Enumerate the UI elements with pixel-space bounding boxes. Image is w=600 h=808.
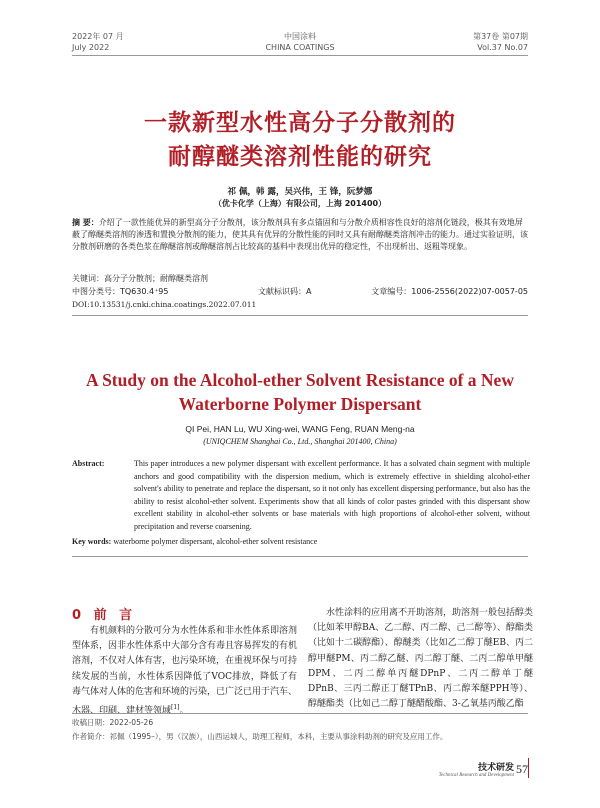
article-number: 文章编号：1006-2556(2022)07-0057-05: [371, 287, 528, 296]
document-code: 文献标识码：A: [258, 287, 312, 296]
authors-en: QI Pei, HAN Lu, WU Xing-wei, WANG Feng, RUAN Meng-na: [185, 424, 415, 434]
header-date-en: July 2022: [72, 43, 110, 52]
keywords-en-label: Key words:: [72, 537, 112, 546]
header-journal-en: CHINA COATINGS: [265, 43, 335, 52]
header-date: [72, 31, 124, 53]
keywords-en: [72, 537, 317, 546]
divider: [72, 556, 528, 557]
abstract-cn-text: 介绍了一款性能优异的新型高分子分散剂，该分散剂具有多点锚固和与分散介质相容性良好的溶剂化链段，极其有效地屏蔽了醇醚类溶剂的渗透和置换分散剂的能力，使其具有优异的分散性能的同时又具有耐醇醚类溶剂冲击的能力。通过实验证明，该分散剂研磨的各类色浆在醇醚溶剂或醇醚溶剂占比较高的基料中表现出优异的稳定性，不出现析出、返粗等现象。: [72, 218, 528, 252]
header-issue-cn: 第37卷 第07期: [473, 32, 528, 41]
title-cn-line1: 一款新型水性高分子分散剂的: [144, 110, 456, 136]
author-introduction: 作者简介：祁佩（1995–），男（汉族），山西运城人，助理工程师，本科，主要从事涂料助剂的研究及应用工作。: [72, 732, 448, 741]
header-issue: [473, 31, 528, 53]
authors-cn: 祁 佩，韩 露，吴兴伟，王 锋，阮梦娜: [227, 187, 373, 197]
citation-ref[interactable]: [1]: [171, 704, 180, 712]
abstract-en: [72, 458, 530, 534]
title-en-line1: A Study on the Alcohol-ether Solvent Resistance of a New: [86, 370, 514, 390]
column-name-en: Technical Research and Development: [438, 773, 514, 778]
abstract-cn: [72, 217, 530, 254]
body-column-right: [308, 606, 533, 712]
affiliation-cn: （优卡化学（上海）有限公司，上海 201400）: [213, 199, 387, 208]
affiliation-en: (UNIQCHEM Shanghai Co., Ltd., Shanghai 201400, China): [203, 437, 397, 446]
doi-link[interactable]: DOI:10.13531/j.cnki.china.coatings.2022.07.011: [72, 300, 257, 309]
body-left-text: 有机颜料的分散可分为水性体系和非水性体系即溶剂型体系，因非水性体系中大部分含有毒且容易挥发的有机溶剂，不仅对人体有害，也污染环境，在重视环保与可持续发展的当前，水性体系因降低了VOC排放，降低了有毒气体对人体的危害和环境的污染，已广泛已用于汽车、木器、印刷、建材等领域: [72, 626, 298, 717]
section-heading: 0 前 言: [72, 608, 137, 623]
body-paragraph: 水性涂料的应用离不开助溶剂，助溶剂一般包括醇类（比如苯甲醇BA、乙二醇、丙二醇、己二醇等）、醇酯类（比如十二碳醇酯）、醇醚类（比如乙二醇丁醚EB、丙二醇甲醚PM、丙二醇乙醚、丙二醇丁醚、二丙二醇单甲醚DPM、二丙二醇单丙醚DPnP、二丙二醇单丁醚DPnB、三丙二醇正丁醚TPnB、丙二醇苯醚PPH等）、醇醚酯类（比如己二醇丁醚醋酸酯、3-乙氧基丙酸乙酯: [308, 608, 534, 710]
header-journal: [250, 31, 350, 53]
classification-number: 中图分类号：TQ630.4⁺95: [72, 287, 169, 296]
body-left-end: 。: [179, 706, 189, 717]
column-name-cn: 技术研发: [477, 763, 514, 773]
column-brand: [439, 760, 514, 778]
keywords-en-text: waterborne polymer dispersant, alcohol-ether solvent resistance: [113, 537, 318, 546]
abstract-cn-label: 摘 要：: [72, 218, 99, 227]
footnote-rule: [72, 713, 528, 714]
header-issue-en: Vol.37 No.07: [477, 43, 528, 52]
title-en: [60, 368, 540, 416]
title-cn: [60, 106, 540, 174]
abstract-en-label: Abstract:: [72, 459, 105, 468]
received-date: 收稿日期：2022-05-26: [72, 718, 154, 727]
body-column-left: [72, 624, 297, 719]
abstract-en-text: This paper introduces a new polymer dispersant with excellent performance. It has a solvated chain segment with multiple anchors and good compatibility with the dispersion medium, which is extremely effective in shielding alcohol-ether solvent's ability to penetrate and replace the dispersant, so it not only has excellent dispersing performance, but also has the ability to resist alcohol-ether solvent. Experiments show that all kinds of color pastes grinded with this dispersant show excellent stability in alcohol-ether solvents or base materials with high proportions of alcohol-ether solvent, without precipitation and reverse coarsening.: [134, 459, 530, 531]
header-journal-cn: 中国涂料: [284, 32, 316, 41]
body-paragraph: [72, 624, 297, 719]
footer-accent-bar: [528, 758, 529, 778]
header-date-cn: 2022年 07 月: [72, 32, 124, 41]
title-en-line2: Waterborne Polymer Dispersant: [178, 394, 422, 414]
title-cn-line2: 耐醇醚类溶剂性能的研究: [168, 144, 432, 170]
divider: [72, 315, 528, 316]
page-number: 57: [516, 762, 528, 776]
header-rule: [72, 55, 528, 56]
keywords-cn: 关键词：高分子分散剂；耐醇醚类溶剂: [72, 274, 208, 283]
